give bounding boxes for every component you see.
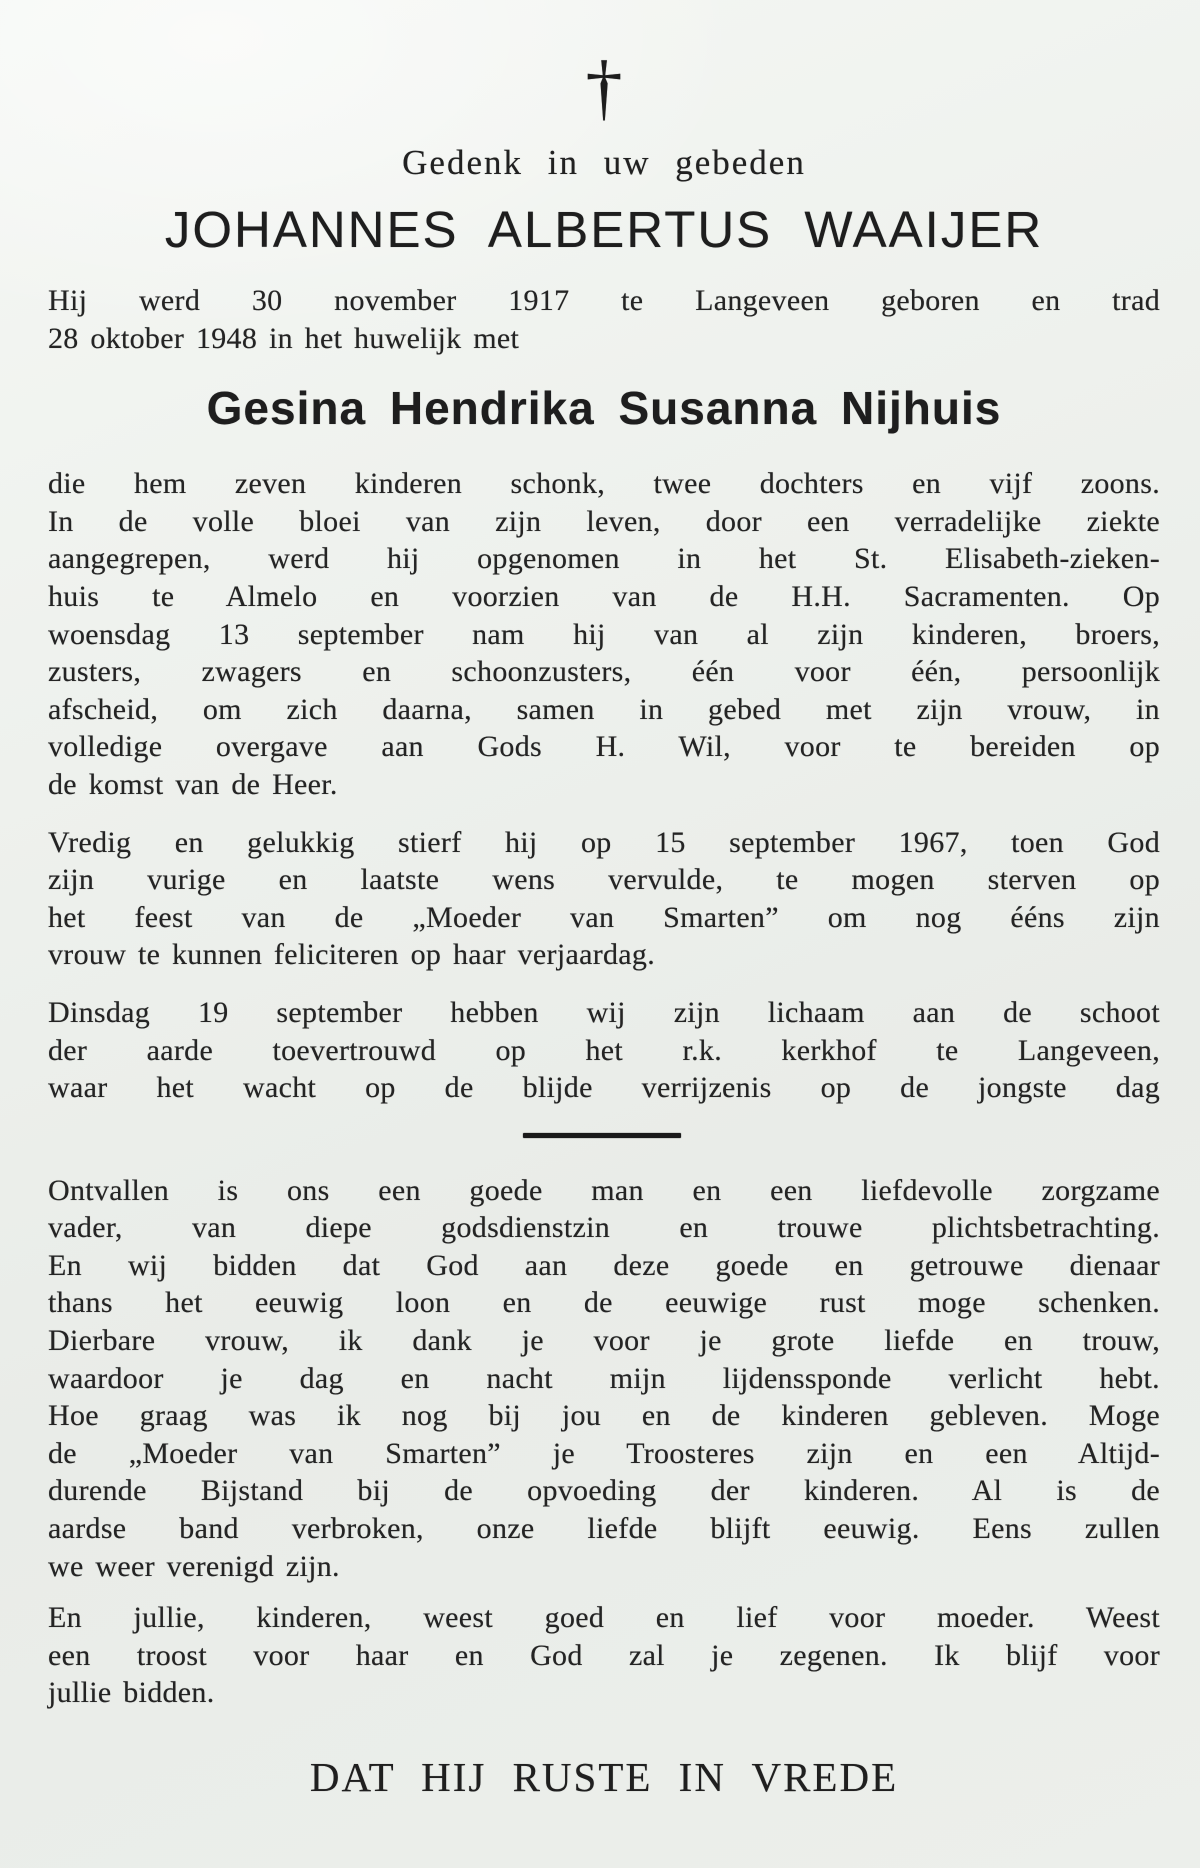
text-line: vrouw te kunnen feliciteren op haar verjaardag.: [48, 938, 656, 972]
text-line: Dinsdag 19 september hebben wij zijn lichaam aan de schoot: [48, 995, 1160, 1029]
intro-paragraph: [48, 282, 1160, 357]
text-line: de komst van de Heer.: [48, 767, 338, 801]
text-line: waardoor je dag en nacht mijn lijdenssponde verlicht hebt.: [48, 1361, 1160, 1395]
paragraph-children-and-illness: [48, 465, 1160, 803]
text-line: thans het eeuwig loon en de eeuwige rust moge schenken.: [48, 1286, 1160, 1320]
text-line: En wij bidden dat God aan deze goede en getrouwe dienaar: [48, 1248, 1160, 1282]
text-line: En jullie, kinderen, weest goed en lief voor moeder. Weest: [48, 1601, 1160, 1635]
text-line: volledige overgave aan Gods H. Wil, voor te bereiden op: [48, 730, 1160, 764]
section-divider: [523, 1133, 681, 1138]
text-line: we weer verenigd zijn.: [48, 1549, 340, 1583]
text-line: der aarde toevertrouwd op het r.k. kerkhof te Langeveen,: [48, 1033, 1160, 1067]
text-line: die hem zeven kinderen schonk, twee dochters en vijf zoons.: [48, 467, 1160, 501]
text-line: Vredig en gelukkig stierf hij op 15 september 1967, toen God: [48, 825, 1160, 859]
text-line: huis te Almelo en voorzien van de H.H. Sacramenten. Op: [48, 579, 1160, 613]
paragraph-burial: [48, 994, 1160, 1107]
paragraph-death: [48, 824, 1160, 974]
text-line: aangegrepen, werd hij opgenomen in het St. Elisabeth-zieken-: [48, 542, 1160, 576]
text-line: Dierbare vrouw, ik dank je voor je grote liefde en trouw,: [48, 1324, 1160, 1358]
text-line: zijn vurige en laatste wens vervulde, te mogen sterven op: [48, 863, 1160, 897]
text-line: de „Moeder van Smarten” je Troosteres zijn en een Altijd-: [48, 1436, 1160, 1470]
text-line: afscheid, om zich daarna, samen in gebed met zijn vrouw, in: [48, 692, 1160, 726]
text-line: aardse band verbroken, onze liefde blijft eeuwig. Eens zullen: [48, 1512, 1160, 1546]
cross-icon: †: [585, 47, 623, 129]
text-line: een troost voor haar en God zal je zegenen. Ik blijf voor: [48, 1638, 1160, 1672]
text-line: jullie bidden.: [48, 1676, 215, 1710]
text-line: durende Bijstand bij de opvoeding der kinderen. Al is de: [48, 1474, 1160, 1508]
paragraph-tribute-and-farewell: [48, 1172, 1160, 1586]
text-line: waar het wacht op de blijde verrijzenis op de jongste dag: [48, 1071, 1160, 1105]
text-line: Hij werd 30 november 1917 te Langeveen geboren en trad: [48, 284, 1160, 317]
text-line: In de volle bloei van zijn leven, door een verradelijke ziekte: [48, 504, 1160, 538]
memorial-phrase: Gedenk in uw gebeden: [402, 143, 806, 182]
text-line: 28 oktober 1948 in het huwelijk met: [48, 321, 520, 355]
deceased-name: JOHANNES ALBERTUS WAAIJER: [164, 201, 1044, 258]
spouse-name: Gesina Hendrika Susanna Nijhuis: [206, 382, 1002, 435]
text-line: Ontvallen is ons een goede man en een liefdevolle zorgzame: [48, 1173, 1160, 1207]
text-line: zusters, zwagers en schoonzusters, één voor één, persoonlijk: [48, 655, 1160, 689]
paragraph-message-to-children: [48, 1599, 1160, 1712]
text-line: vader, van diepe godsdienstzin en trouwe plichtsbetrachting.: [48, 1211, 1160, 1245]
text-line: Hoe graag was ik nog bij jou en de kinderen gebleven. Moge: [48, 1399, 1160, 1433]
text-line: het feest van de „Moeder van Smarten” om nog ééns zijn: [48, 900, 1160, 934]
text-line: woensdag 13 september nam hij van al zijn kinderen, broers,: [48, 617, 1160, 651]
closing-phrase: DAT HIJ RUSTE IN VREDE: [309, 1754, 899, 1800]
